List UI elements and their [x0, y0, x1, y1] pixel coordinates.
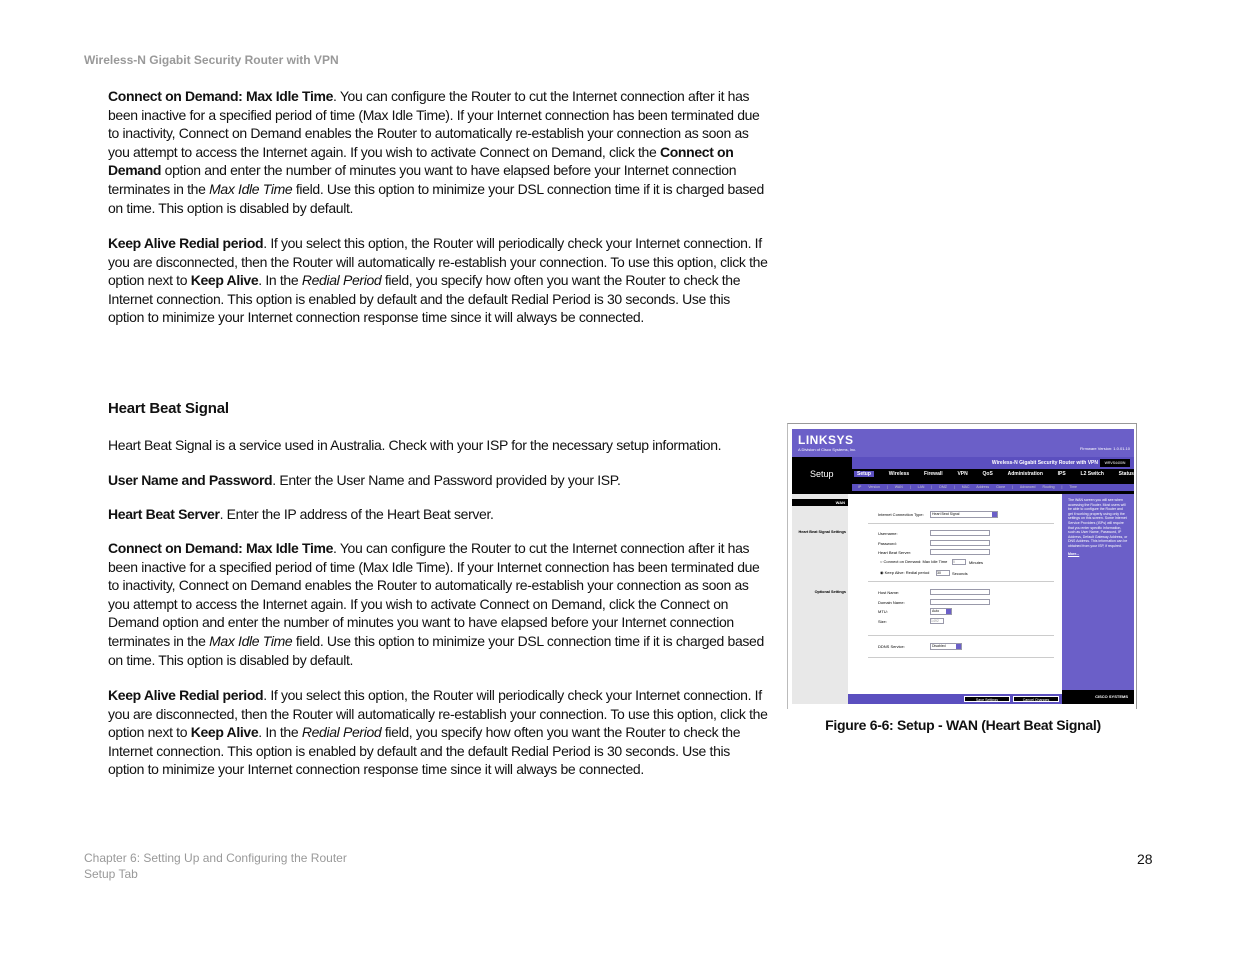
username-input[interactable] [930, 530, 990, 536]
figure-caption: Figure 6-6: Setup - WAN (Heart Beat Signal) [825, 717, 1101, 733]
text: . In the [258, 272, 302, 289]
host-label: Host Name: [878, 590, 900, 595]
divider [868, 657, 1054, 658]
text: . You can configure the Router to cut the Internet connection after it has been inactive for a specified period of time (Max Idle Time). If your Internet connection has been terminated due to inactivity, Connect on Demand enables the Router to automatically re-establish your connection as soon as you attempt to access the Internet again. If you wish to activate Connect on Demand, click the Connect on Demand option and enter the number of minutes you want to have elapsed before your Internet connection terminates in the [108, 540, 760, 649]
ka-label: Keep Alive: Redial period [884, 570, 930, 575]
divider [868, 581, 1054, 582]
term: Keep Alive [190, 724, 259, 741]
paragraph-connect-on-demand-2 [108, 539, 768, 669]
logo-subtext: A Division of Cisco Systems, Inc. [798, 447, 857, 452]
tab-setup[interactable]: Setup [854, 471, 874, 477]
tab-firewall[interactable]: Firewall [924, 471, 943, 477]
footer [84, 850, 347, 882]
text: . In the [258, 724, 302, 741]
text: . If you select this option, the Router will periodically check your Internet connection. If you are disconnected, then the Router will automatically re-establish your connection. To use this option, click the option next to [108, 687, 768, 741]
text: . You can configure the Router to cut the Internet connection after it has been inactive for a specified period of time (Max Idle Time). If your Internet connection has been terminated due to inactivity, Connect on Demand enables the Router to automatically re-establish your connection as soon as you attempt to access the Internet again. If you wish to activate Connect on Demand, click the [108, 88, 760, 160]
italic-term: Redial Period [301, 272, 382, 289]
password-input[interactable] [930, 540, 990, 546]
paragraph-heart-beat-server [108, 505, 768, 524]
figure-setup-wan [787, 423, 1137, 709]
paragraph-intro [108, 436, 768, 455]
server-label: Heart Beat Server: [878, 550, 912, 555]
label-heartbeat-settings: Heart Beat Signal Settings [798, 530, 846, 534]
term: Connect on Demand [108, 143, 734, 179]
help-more-link[interactable]: More... [1068, 551, 1080, 556]
italic-term: Redial Period [301, 724, 382, 741]
host-input[interactable] [930, 589, 990, 595]
term: Keep Alive Redial period [108, 235, 264, 251]
text: . Enter the IP address of the Heart Beat server. [219, 506, 494, 522]
divider [868, 523, 1054, 524]
footer-chapter: Chapter 6: Setting Up and Configuring the Router [84, 851, 347, 865]
paragraph-connect-on-demand-1 [108, 87, 768, 217]
domain-input[interactable] [930, 599, 990, 605]
text: field, you specify how often you want the Router to check the Internet connection. This option is enabled by default and the default Redial Period is 30 seconds. Use this option to minimize your Internet connection response time since it will always be connected. [108, 724, 741, 778]
term: Connect on Demand: Max Idle Time [108, 88, 334, 104]
linksys-logo [798, 433, 856, 452]
cod-radio[interactable]: ○ Connect on Demand: Max Idle Time [880, 559, 948, 564]
paragraph-user-password [108, 471, 768, 490]
left-label-column [792, 494, 848, 704]
sub-tabs[interactable]: IP Version | WAN | LAN | DMZ | MAC Address Clone | Advanced Routing | Time [852, 484, 1134, 491]
conn-type-label: Internet Connection Type: [878, 512, 924, 517]
ddns-select[interactable]: Disabled [930, 643, 962, 650]
running-head: Wireless-N Gigabit Security Router with VPN [84, 53, 339, 67]
section-heading: Heart Beat Signal [108, 400, 229, 417]
logo-text: LINKSYS [798, 433, 854, 447]
label-optional-settings: Optional Settings [814, 590, 846, 594]
text: . If you select this option, the Router will periodically check your Internet connection. If you are disconnected, then the Router will automatically re-establish your connection. To use this option, click the option next to [108, 235, 768, 289]
product-name: Wireless-N Gigabit Security Router with VPN [852, 457, 1134, 469]
ka-unit: Seconds [952, 571, 968, 576]
tab-vpn[interactable]: VPN [957, 471, 968, 477]
conn-type-select[interactable]: Heart Beat Signal [930, 511, 998, 518]
mtu-select[interactable]: Auto [930, 608, 952, 615]
size-input[interactable]: 1492 [930, 618, 944, 624]
divider [868, 635, 1054, 636]
term: Connect on Demand: Max Idle Time [108, 540, 334, 556]
wan-label: WAN [792, 499, 848, 506]
wan-form [848, 494, 1062, 704]
tab-status[interactable]: Status [1118, 471, 1134, 477]
page-number: 28 [1137, 851, 1153, 867]
firmware-version: Firmware Version: 1.0.01.10 [1079, 446, 1130, 451]
router-header [792, 429, 1134, 457]
term: Heart Beat Server [108, 506, 220, 522]
italic-term: Max Idle Time [209, 180, 293, 197]
text: option and enter the number of minutes you want to have elapsed before your Internet connection terminates in the [108, 162, 737, 197]
cod-input[interactable]: 5 [952, 559, 966, 565]
router-nav-bar [792, 457, 1134, 494]
button-bar [848, 694, 1062, 704]
cod-label: Connect on Demand: Max Idle Time [883, 559, 948, 564]
text: field. Use this option to minimize your DSL connection time if it is charged based on time. This option is disabled by default. [108, 180, 764, 216]
ddns-label: DDNS Service: [878, 644, 905, 649]
username-label: Username: [878, 531, 898, 536]
term: Keep Alive Redial period [108, 687, 264, 703]
tab-qos[interactable]: QoS [982, 471, 993, 477]
password-label: Password: [878, 541, 897, 546]
ka-input[interactable]: 30 [936, 570, 950, 576]
text: field. Use this option to minimize your DSL connection time if it is charged based on time. This option is disabled by default. [108, 632, 764, 668]
save-settings-button[interactable]: Save Settings [964, 696, 1010, 702]
mtu-label: MTU: [878, 609, 888, 614]
cod-unit: Minutes [969, 560, 984, 565]
cancel-changes-button[interactable]: Cancel Changes [1013, 696, 1059, 702]
tab-administration[interactable]: Administration [1007, 471, 1043, 477]
main-tabs [854, 471, 1134, 477]
help-text: The WAN screen you will see when accessing the Router. Most users will be able to configure the Router and get it working properly using only the settings on this screen. Some Internet Service Providers (ISPs) will require that you enter specific information, such as User Name, Password, IP Address, Default Gateway Address, or DNS Address. This information can be obtained from your ISP, if required. [1068, 498, 1128, 548]
tab-wireless[interactable]: Wireless [888, 471, 910, 477]
tab-l2-switch[interactable]: L2 Switch [1080, 471, 1104, 477]
section-title: Setup [810, 469, 834, 479]
domain-label: Domain Name: [878, 600, 905, 605]
term: User Name and Password [108, 472, 273, 488]
size-label: Size: [878, 619, 887, 624]
intro-text: Heart Beat Signal is a service used in Australia. Check with your ISP for the necessary setup information. [108, 437, 722, 453]
text: . Enter the User Name and Password provided by your ISP. [272, 472, 621, 488]
text: field, you specify how often you want the Router to check the Internet connection. This option is enabled by default and the default Redial Period is 30 seconds. Use this option to minimize your Internet connection response time since it will always be connected. [108, 272, 741, 326]
ka-radio[interactable]: ◉ Keep Alive: Redial period [880, 570, 930, 575]
italic-term: Max Idle Time [209, 632, 293, 649]
server-input[interactable] [930, 549, 990, 555]
model-number: WRVS4400N [1100, 459, 1130, 467]
cisco-logo: CISCO SYSTEMS [1062, 690, 1134, 704]
paragraph-keep-alive-2 [108, 686, 768, 779]
help-panel [1062, 494, 1134, 690]
paragraph-keep-alive-1 [108, 234, 768, 327]
footer-section: Setup Tab [84, 867, 138, 881]
tab-ips[interactable]: IPS [1057, 471, 1066, 477]
term: Keep Alive [190, 272, 259, 289]
